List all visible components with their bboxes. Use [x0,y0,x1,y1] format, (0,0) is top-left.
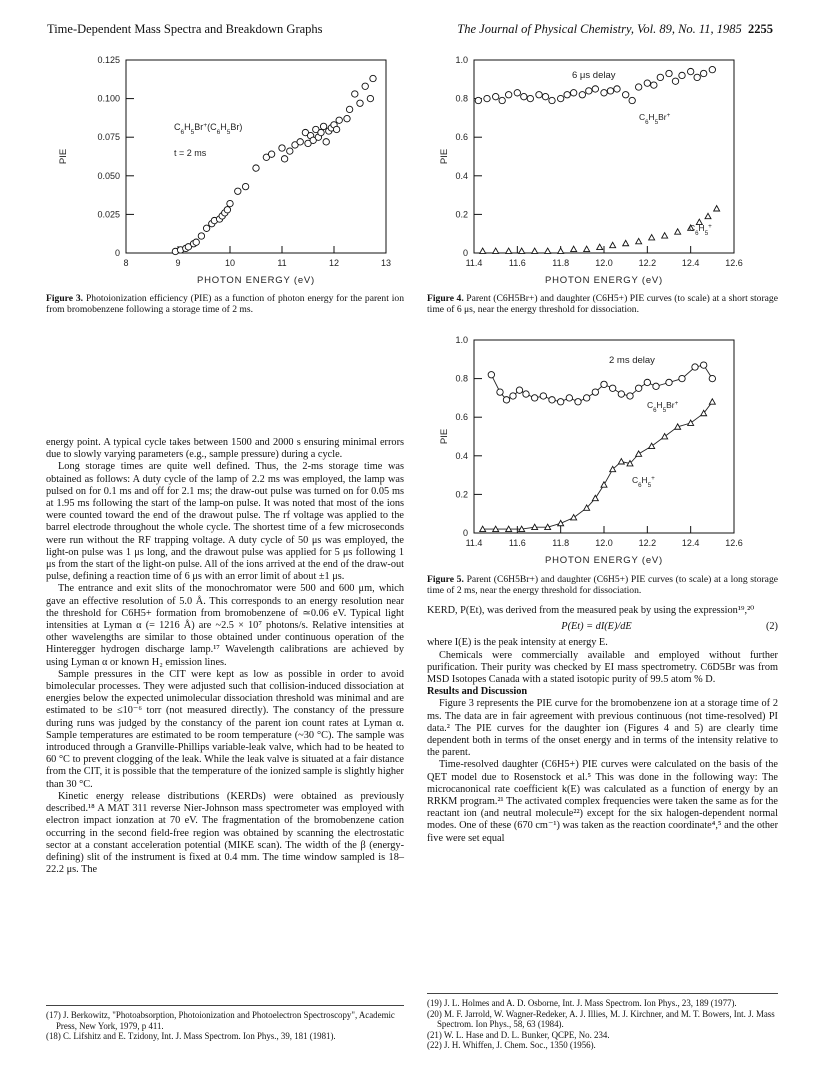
paragraph: The entrance and exit slits of the monochromator were 500 and 600 μm, which gave an effective resolution of 5.0 Å. This corresponds to an energy resolution near the threshold for C6H5+ formation from bromobenzene of ≃0.06 eV. Typical light intensities at Lyman α (= 1216 Å) are ~2.5 × 10⁷ photons/s. Relative intensities at other wavelengths are similar to those obtained under continuous operation of the Hinteregger hydrogen discharge lamp.¹⁷ Wavelength calibrations are achieved by using Lyman α or known H₂ emission lines. [46,583,404,668]
page-number: 2255 [748,22,773,36]
y-tick-label: 0 [462,528,468,538]
footnote: (17) J. Berkowitz, "Photoabsorption, Photoionization and Photoelectron Spectroscopy", Academic Press, New York, 1979, p 411. [46,1010,395,1031]
data-point [622,92,628,98]
data-point [601,90,607,96]
equation-body: P(Et) = dI(E)/dE [561,621,632,633]
data-point [679,72,685,78]
data-point [666,70,672,76]
section-heading: Results and Discussion [427,686,528,698]
data-point [320,123,326,129]
figure-4-label: Figure 4. [427,293,464,304]
data-point [475,97,481,103]
data-point [700,362,706,368]
x-tick-label: 12.6 [725,538,743,548]
y-tick-label: 1.0 [455,335,468,345]
y-tick-label: 0.100 [97,93,120,104]
footnote: (21) W. L. Hase and D. L. Bunker, QCPE, No. 234. [427,1029,610,1040]
x-tick-label: 12.6 [725,258,743,268]
x-tick-label: 13 [380,258,392,268]
data-point [519,248,525,253]
data-point [344,115,350,121]
data-point [540,393,546,399]
x-axis-label: PHOTON ENERGY (eV) [544,275,664,286]
data-point [692,364,698,370]
data-point [357,100,363,106]
data-point [352,91,358,97]
equation-2 [427,621,778,633]
data-point [705,213,711,218]
data-point [193,239,199,245]
data-point [557,399,563,405]
data-point [649,235,655,240]
y-tick-label: 0.8 [455,373,468,384]
footnote: (22) J. H. Whiffen, J. Chem. Soc., 1350 (1956). [427,1040,596,1050]
data-point [516,387,522,393]
data-point [592,389,598,395]
data-point [323,139,329,145]
data-point [514,90,520,96]
data-point [510,393,516,399]
footnote: (20) M. F. Jarrold, W. Wagner-Redeker, A. J. Illies, M. J. Kirchner, and M. T. Bowers, Int. J. Mass Spectrom. Ion Phys., 58, 63 (1984). [427,1008,775,1029]
footnote: (19) J. L. Holmes and A. D. Osborne, Int. J. Mass Spectrom. Ion Phys., 23, 189 (1977). [427,998,737,1008]
data-point [549,397,555,403]
data-point [687,68,693,74]
y-axis-label: PIE [439,148,450,165]
data-point [488,372,494,378]
data-point [592,86,598,92]
data-point [635,385,641,391]
data-point [592,495,598,500]
data-point [281,156,287,162]
data-point [609,385,615,391]
paragraph: Long storage times are quite well defined. Thus, the 2-ms storage time was obtained as follows: A duty cycle of the lamp of 2.2 ms was employed, the lamp was pulsed on for 0.1 ms and off for 2.1 ms; the draw-out pulse was turned on for 0.05 ms at 1.95 ms following the start of the lamp-on pulse. It was noted that most of the ions were counted toward the end of the drawout pulse. The rf voltage was applied to the barrel electrode throughout the whole cycle. The shortest time of a few microseconds were run without the RF trapping voltage. A duty cycle of 50 μs was employed, the light-on pulse was 1 μs long, and the drawout pulse was applied for 5 μs following 1 μs from the start of the light-on pulse. All of the ions arrived at the end of the draw-out pulse, defining a reaction time of 6 μs with an error limit of about ±1 μs. [46,461,404,583]
data-point [287,148,293,154]
data-point [709,375,715,381]
left-column-text [46,437,404,876]
figure-3-chart [46,48,406,293]
figure-5-chart [427,328,779,573]
x-tick-label: 9 [175,258,181,268]
data-point [493,248,499,253]
figure-5-parent-label: $C_6H_5Br^+$ [647,399,679,414]
y-tick-label: 0.2 [455,489,468,500]
data-point [557,95,563,101]
figure-5-caption [427,574,778,596]
data-point [601,381,607,387]
y-tick-label: 0.025 [97,209,120,220]
data-point [583,395,589,401]
data-point [531,395,537,401]
data-point [549,97,555,103]
y-tick-label: 0.4 [455,450,468,461]
data-point [566,395,572,401]
data-point [532,248,538,253]
figure-4-caption [427,293,778,315]
fit-curve [483,399,713,529]
data-point [279,145,285,151]
data-point [499,97,505,103]
data-point [601,482,607,487]
x-axis-label: PHOTON ENERGY (eV) [544,555,664,566]
data-point [336,117,342,123]
data-point [505,92,511,98]
data-point [235,188,241,194]
footnotes-left [46,1005,404,1042]
data-point [484,95,490,101]
footnotes-right [427,993,778,1051]
y-tick-label: 0.6 [455,412,468,423]
figure-3-time-label: t = 2 ms [174,148,207,158]
data-point [688,420,694,425]
figure-3-svg [46,48,406,293]
x-tick-label: 12.2 [638,258,657,268]
data-point [636,451,642,456]
footnote: (18) C. Lifshitz and E. Tzidony, Int. J. Mass Spectrom. Ion Phys., 39, 181 (1981). [46,1031,336,1041]
data-point [571,246,577,251]
data-point [586,88,592,94]
data-point [253,165,259,171]
figure-3-caption [46,293,404,315]
data-point [227,200,233,206]
data-point [709,66,715,72]
data-point [662,434,668,439]
data-point [636,238,642,243]
x-tick-label: 12.0 [595,258,613,268]
figure-3-ion-label: $C_6H_5Br^+(C_6H_5Br)$ [174,121,243,136]
data-point [362,83,368,89]
figure-4-caption-text: Parent (C6H5Br+) and daughter (C6H5+) PIE curves (to scale) at a short storage time of 6 μs, near the energy threshold for dissociation. [427,293,778,315]
data-point [503,397,509,403]
data-point [657,74,663,80]
data-point [497,389,503,395]
paragraph: Time-resolved daughter (C6H5+) PIE curves were calculated on the basis of the QET model due to Rosenstock et al.⁵ This was done in the following way: The microcanonical rate coefficient k(E) was calculated as a function of energy by an RRKM program.²¹ The activated complex frequencies were taken the same as for the reactant ion (and neutral molecule²²) except for the six halogen-dependent normal modes. One of these (670 cm⁻¹) was taken as the reaction coordinate⁴,⁵ and the other five were set equal [427,759,778,844]
figure-4-svg [427,48,779,293]
x-tick-label: 12.0 [595,538,613,548]
figure-4-parent-label: $C_6H_5Br^+$ [639,111,671,126]
data-point [635,84,641,90]
data-point [297,139,303,145]
x-tick-label: 10 [224,258,236,268]
paragraph: where I(E) is the peak intensity at energy E. [427,637,608,649]
paragraph: KERD, P(Et), was derived from the measured peak by using the expression¹⁹,²⁰ [427,605,755,616]
x-tick-label: 12.2 [638,538,657,548]
figure-4-delay-label: 6 μs delay [572,70,616,81]
data-point [536,92,542,98]
y-tick-label: 0.6 [455,132,468,143]
figure-3-label: Figure 3. [46,293,84,304]
running-header-left: Time-Dependent Mass Spectra and Breakdown Graphs [47,22,323,36]
data-point [649,443,655,448]
data-point [618,391,624,397]
y-tick-label: 0.8 [455,93,468,104]
figure-5-svg [427,328,779,573]
data-point [564,92,570,98]
data-point [629,97,635,103]
data-point [346,106,352,112]
paragraph: Kinetic energy release distributions (KERDs) were obtained as previously described.¹⁸ A MAT 311 reverse Nier-Johnson mass spectrometer was employed with electron impact ionzation at 70 eV. The fragmentation of the bromobenzene cation occurring in the second field-free region was obtained by scanning the electrostatic sector at a constant acceleration potential (MIKE scan). The width of the β (energy-defining) slit of the instrument is fixed at 0.4 mm. The time window sampled is 18–22.2 μs. The [46,790,404,876]
y-tick-label: 0 [462,248,468,258]
data-point [644,379,650,385]
y-tick-label: 0.050 [97,170,120,181]
y-tick-label: 0 [114,248,120,258]
data-point [672,78,678,84]
data-point [571,515,577,520]
data-point [480,248,486,253]
data-point [527,95,533,101]
x-tick-label: 11 [277,258,287,268]
x-tick-label: 11.6 [508,258,526,268]
y-axis-label: PIE [439,428,450,445]
data-point [714,206,720,211]
data-point [700,70,706,76]
x-tick-label: 11.4 [465,538,483,548]
data-point [679,375,685,381]
data-point [558,520,564,525]
x-tick-label: 12 [328,258,340,268]
figure-5-daughter-label: $C_6H_5^+$ [632,474,655,489]
data-point [521,93,527,99]
y-tick-label: 0.075 [97,132,120,143]
data-point [675,229,681,234]
x-tick-label: 11.8 [552,538,570,548]
figure-5-delay-label: 2 ms delay [609,355,655,366]
data-point [523,391,529,397]
equation-number: (2) [765,621,778,633]
data-point [627,393,633,399]
data-point [584,246,590,251]
figure-4-chart [427,48,779,293]
data-point [662,233,668,238]
y-axis-label: PIE [58,148,69,165]
x-axis-label: PHOTON ENERGY (eV) [196,275,316,286]
data-point [575,399,581,405]
x-tick-label: 11.6 [508,538,526,548]
figure-4-daughter-label: $C_6H_5^+$ [689,222,712,237]
data-point [666,379,672,385]
y-tick-label: 0.4 [455,170,468,181]
y-tick-label: 0.125 [97,55,120,65]
x-tick-label: 11.4 [465,258,483,268]
data-point [694,74,700,80]
plot-frame [126,60,386,253]
data-point [370,75,376,81]
figure-5-label: Figure 5. [427,574,464,585]
data-point [653,383,659,389]
x-tick-label: 8 [123,258,129,268]
data-point [318,129,324,135]
paragraph: Sample pressures in the CIT were kept as low as possible in order to avoid bimolecular processes. They were adjusted such that collision-induced dissociation at energies below the expected unimolecular dissociation threshold was minimal and are estimated to be ≤10⁻⁶ torr (not measured directly). The constancy of the pressure during runs was judged by the constancy of the parent ion count rates at Lyman α. Sample temperatures are estimated to be room temperature (~30 °C). The sample was introduced through a Granville-Phillips variable-leak valve, which had to be heated to 60 °C to prevent clogging of the leak. While the leak valve is situated at a fair distance from the CIT, it is possible that the temperature of the ionized sample is slightly higher than 30 °C. [46,668,404,790]
data-point [492,93,498,99]
data-point [607,88,613,94]
data-point [242,183,248,189]
data-point [203,225,209,231]
y-tick-label: 1.0 [455,55,468,65]
data-point [579,92,585,98]
paragraph: Figure 3 represents the PIE curve for the bromobenzene ion at a storage time of 2 ms. The data are in fair agreement with previous continuous (not time-resolved) PI data.² The PIE curves for the daughter ion (Figures 4 and 5) are clearly time dependent both in terms of the onset energy and in terms of the intensity relative to the parent. [427,698,778,759]
data-point [623,240,629,245]
data-point [570,90,576,96]
data-point [618,459,624,464]
data-point [610,242,616,247]
data-point [333,126,339,132]
data-point [597,244,603,249]
right-column-text [427,605,778,845]
y-tick-label: 0.2 [455,209,468,220]
data-point [614,86,620,92]
data-point [545,248,551,253]
data-point [709,399,715,404]
data-point [268,151,274,157]
figure-3-caption-text: Photoionization efficiency (PIE) as a function of photon energy for the parent ion from bromobenzene following a storage time of 2 ms. [46,293,404,315]
data-point [651,82,657,88]
data-point [367,95,373,101]
figure-5-caption-text: Parent (C6H5Br+) and daughter (C6H5+) PIE curves (to scale) at a long storage time of 2 ms, near the energy threshold for dissociation. [427,574,778,596]
data-point [558,248,564,253]
data-point [506,248,512,253]
running-header-right [457,22,773,37]
paragraph: Chemicals were commercially available and employed without further purification. Their purity was checked by EI mass spectrometry. C6D5Br was from MSD Isotopes Canada with a stated isotopic purity of 99.5 atom % D. [427,649,778,686]
data-point [644,80,650,86]
paragraph: energy point. A typical cycle takes between 1500 and 2000 s ensuring minimal errors due to slowly varying parameters (e.g., sample pressure) during a cycle. [46,437,404,461]
x-tick-label: 11.8 [552,258,570,268]
data-point [224,207,230,213]
x-tick-label: 12.4 [681,258,700,268]
data-point [542,93,548,99]
data-point [198,233,204,239]
x-tick-label: 12.4 [681,538,700,548]
journal-citation: The Journal of Physical Chemistry, Vol. 89, No. 11, 1985 [457,22,742,36]
